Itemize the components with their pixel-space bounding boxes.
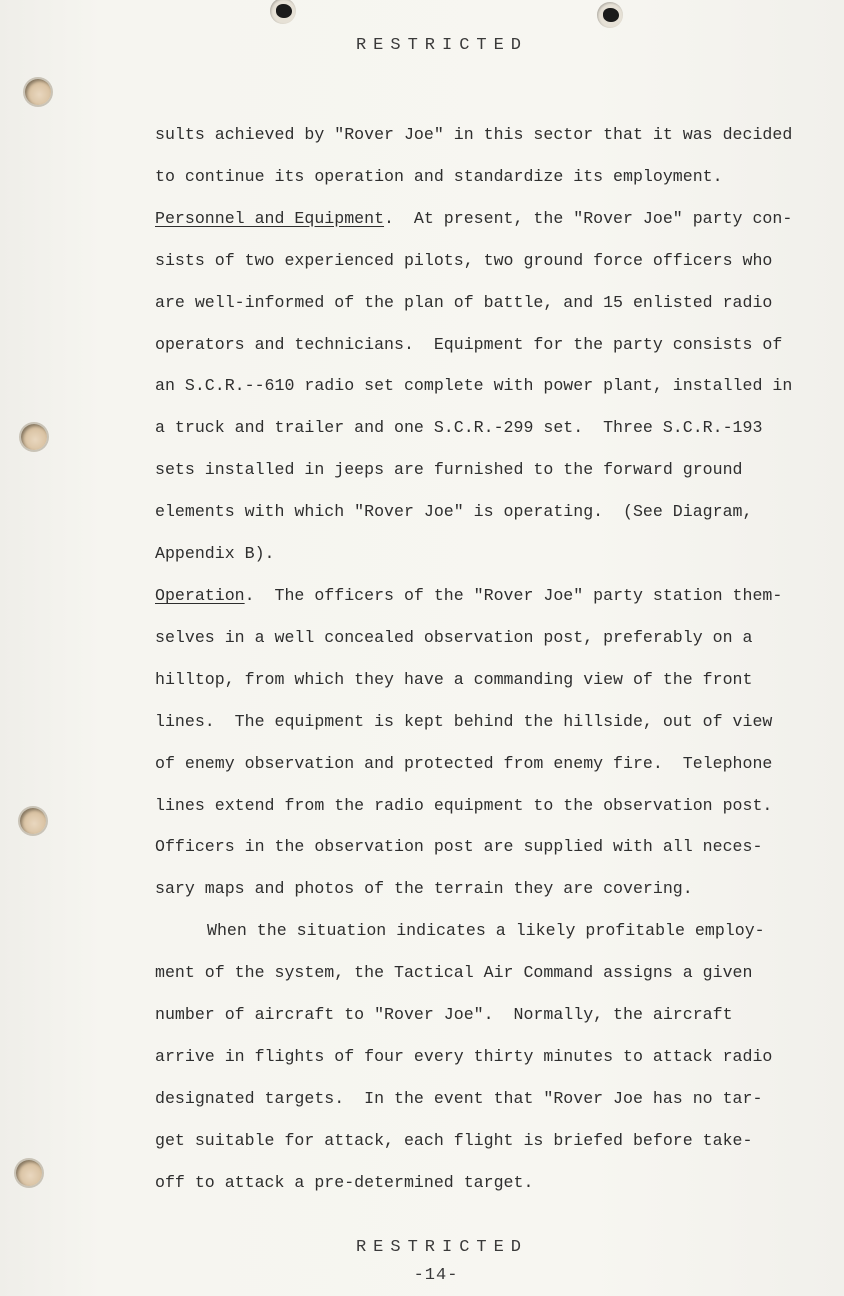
- punch-hole-mark: [270, 0, 296, 28]
- text-line: [155, 575, 805, 617]
- text-line: lines. The equipment is kept behind the hillside, out of view: [155, 711, 773, 731]
- section-heading: Personnel and Equipment: [155, 208, 385, 228]
- text-line: to continue its operation and standardize its employment.: [155, 166, 723, 186]
- line-text: . At present, the "Rover Joe" party con-: [384, 208, 793, 228]
- binder-hole: [21, 424, 47, 450]
- text-line: a truck and trailer and one S.C.R.-299 set. Three S.C.R.-193: [155, 418, 763, 438]
- text-line: lines extend from the radio equipment to the observation post.: [155, 795, 773, 815]
- text-line: Officers in the observation post are supplied with all neces-: [155, 837, 763, 857]
- text-line: are well-informed of the plan of battle, and 15 enlisted radio: [155, 292, 773, 312]
- text-line: off to attack a pre-determined target.: [155, 1172, 534, 1192]
- text-line: hilltop, from which they have a commanding view of the front: [155, 669, 753, 689]
- classification-footer: RESTRICTED: [355, 1238, 529, 1257]
- text-line: sets installed in jeeps are furnished to the forward ground: [155, 460, 743, 480]
- classification-header: RESTRICTED: [355, 36, 529, 55]
- text-line: of enemy observation and protected from enemy fire. Telephone: [155, 753, 773, 773]
- text-line: operators and technicians. Equipment for the party consists of: [155, 334, 783, 354]
- text-line: sists of two experienced pilots, two ground force officers who: [155, 250, 773, 270]
- text-line: selves in a well concealed observation post, preferably on a: [155, 627, 753, 647]
- text-line: sults achieved by "Rover Joe" in this sector that it was decided: [155, 125, 793, 144]
- binder-hole: [16, 1160, 42, 1186]
- text-line: an S.C.R.--610 radio set complete with power plant, installed in: [155, 376, 793, 396]
- body-text: [155, 114, 805, 1204]
- text-line: designated targets. In the event that "Rover Joe has no tar-: [155, 1088, 763, 1108]
- punch-hole-mark: [597, 2, 623, 32]
- binder-hole: [25, 79, 51, 105]
- page-number: -14-: [413, 1266, 459, 1285]
- text-line: ment of the system, the Tactical Air Command assigns a given: [155, 963, 753, 983]
- text-line: When the situation indicates a likely profitable employ-: [207, 921, 765, 941]
- text-line: sary maps and photos of the terrain they are covering.: [155, 879, 693, 899]
- text-line: number of aircraft to "Rover Joe". Normally, the aircraft: [155, 1005, 733, 1025]
- text-line: elements with which "Rover Joe" is operating. (See Diagram,: [155, 502, 753, 522]
- text-line: Appendix B).: [155, 544, 275, 564]
- binder-hole: [20, 808, 46, 834]
- line-text: . The officers of the "Rover Joe" party station them-: [244, 585, 783, 605]
- section-heading: Operation: [155, 585, 245, 605]
- text-line: arrive in flights of four every thirty minutes to attack radio: [155, 1046, 773, 1066]
- text-line: [155, 198, 805, 240]
- text-line: get suitable for attack, each flight is briefed before take-: [155, 1130, 753, 1150]
